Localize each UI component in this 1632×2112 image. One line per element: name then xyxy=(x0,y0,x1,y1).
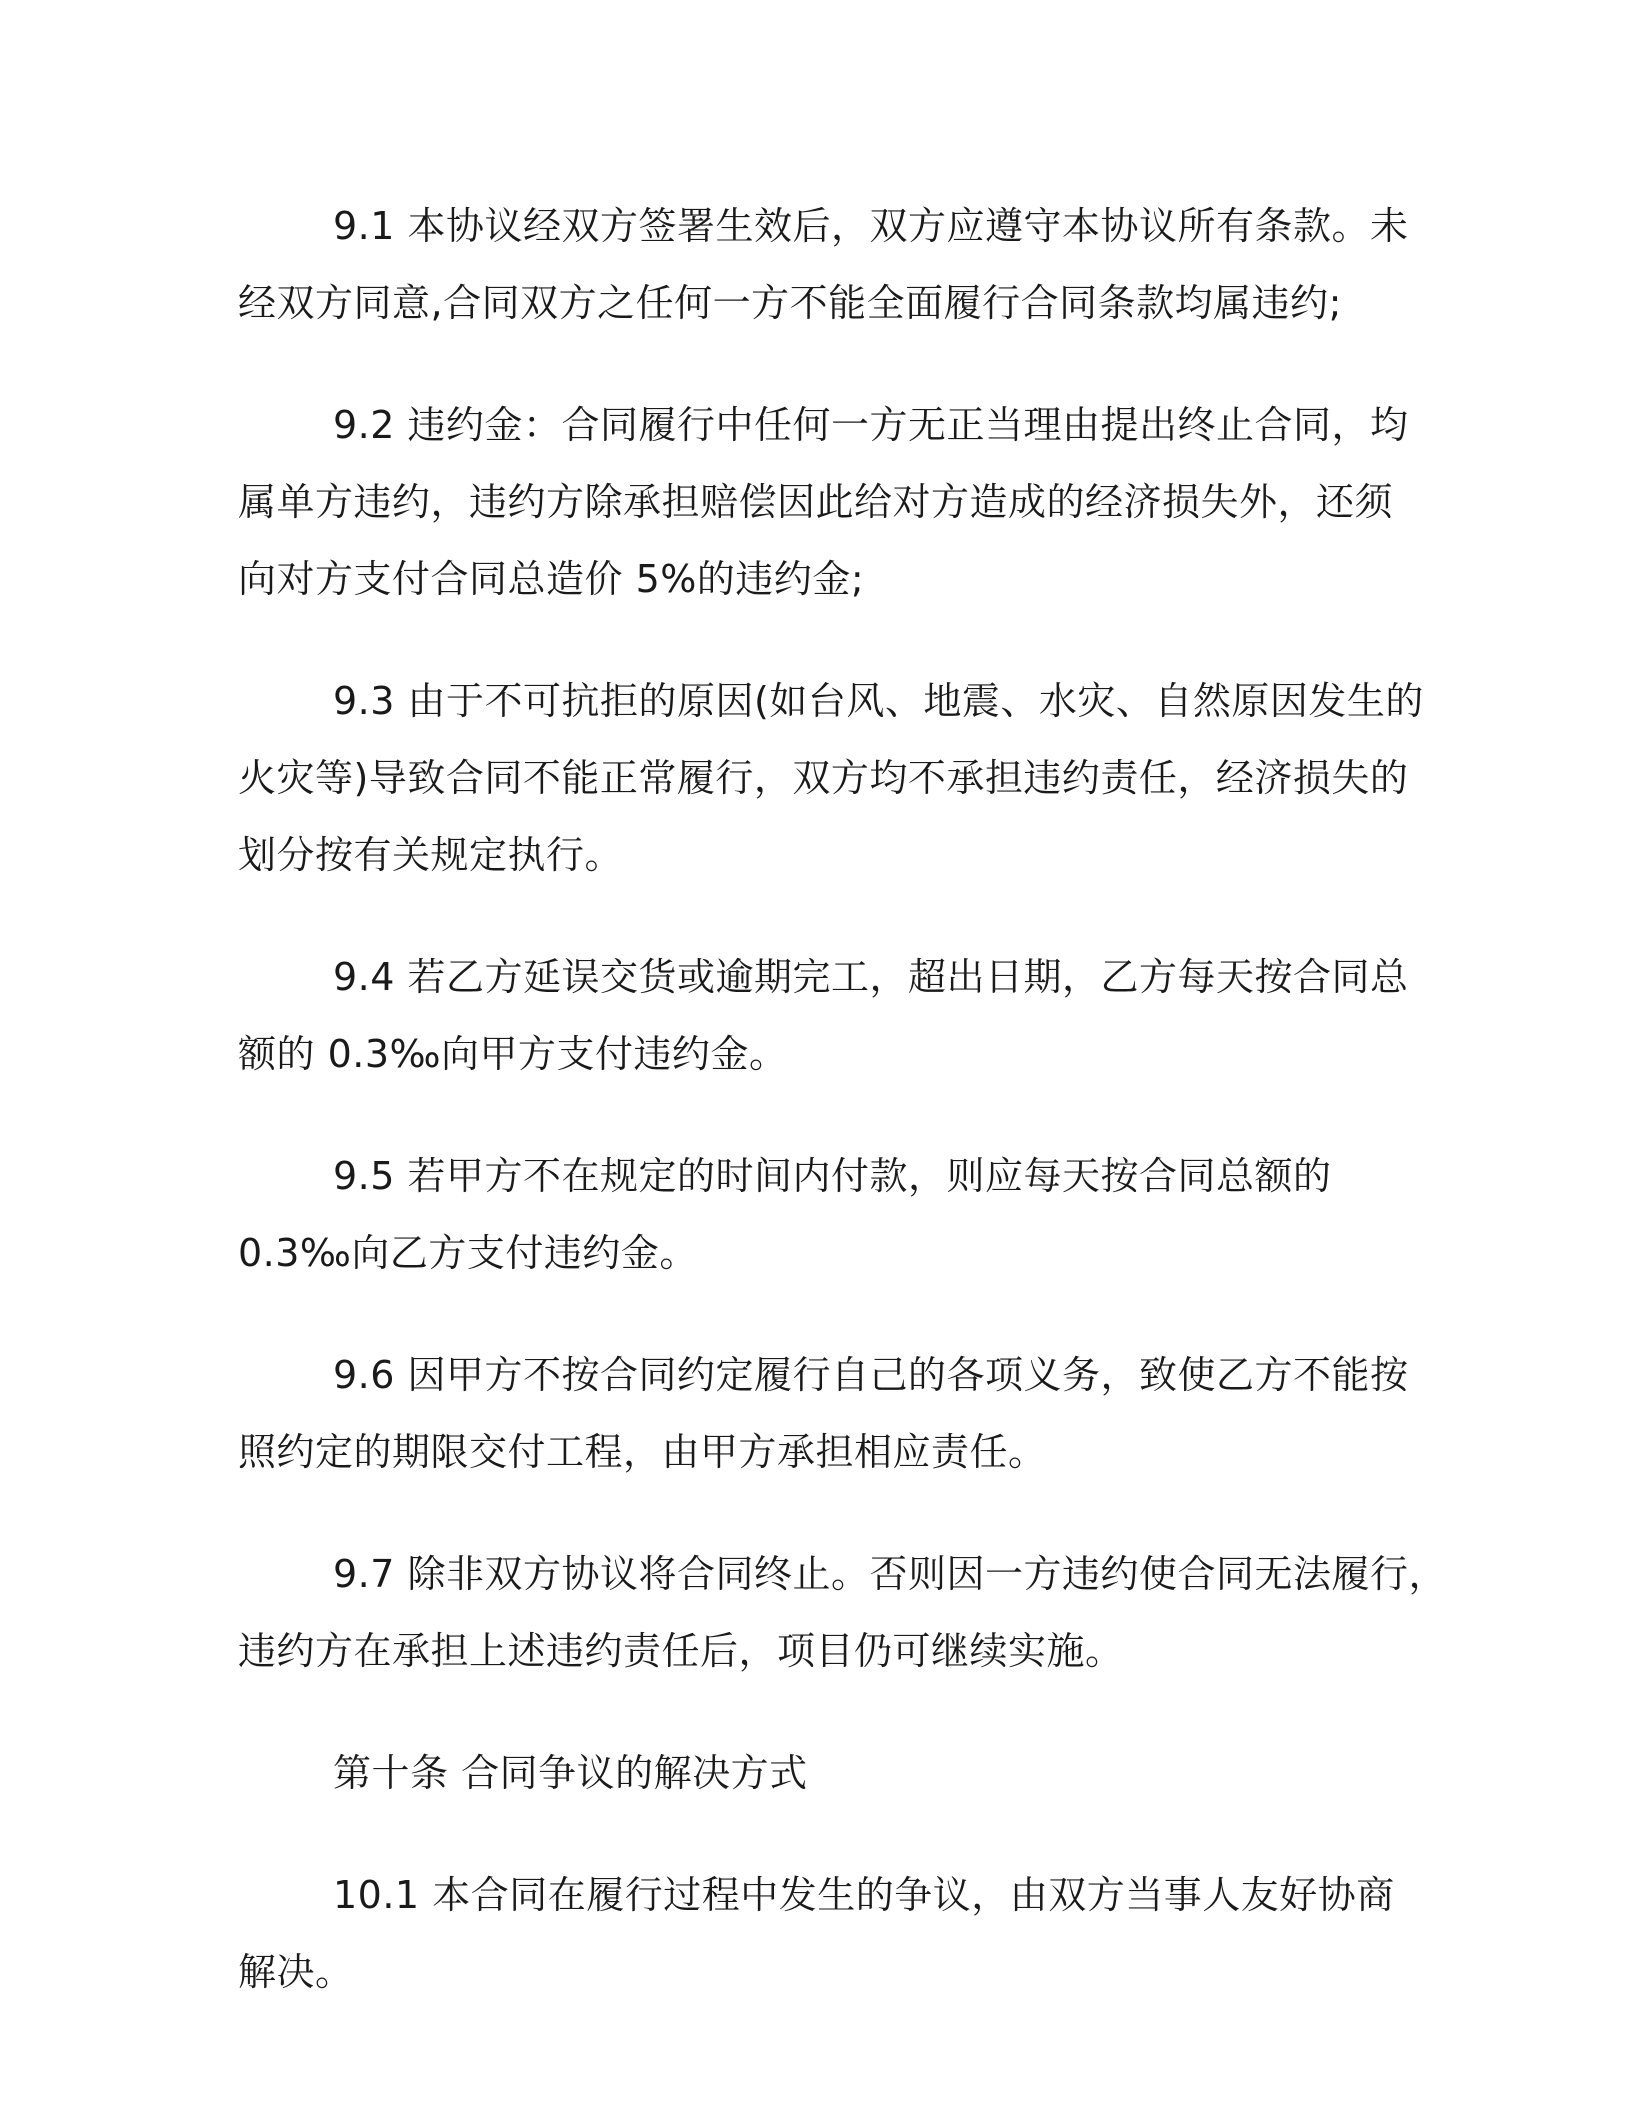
clause-line: 9.5 若甲方不在规定的时间内付款，则应每天按合同总额的 xyxy=(333,1154,1332,1198)
clause-line: 9.6 因甲方不按合同约定履行自己的各项义务，致使乙方不能按 xyxy=(333,1353,1409,1397)
clause-10-1 xyxy=(238,1857,1395,2011)
clause-9-2 xyxy=(238,387,1409,618)
section-heading: 第十条 合同争议的解决方式 xyxy=(333,1751,808,1795)
clause-9-5 xyxy=(238,1138,1388,1292)
clause-line: 9.3 由于不可抗拒的原因(如台风、地震、水灾、自然原因发生的 xyxy=(333,679,1424,723)
clause-line: 经双方同意,合同双方之任何一方不能全面履行合同条款均属违约; xyxy=(238,281,1342,325)
clause-9-6 xyxy=(238,1337,1409,1491)
clause-line: 9.7 除非双方协议将合同终止。否则因一方违约使合同无法履行， xyxy=(333,1552,1448,1596)
clause-line: 划分按有关规定执行。 xyxy=(238,833,624,877)
clause-line: 属单方违约，违约方除承担赔偿因此给对方造成的经济损失外，还须 xyxy=(238,480,1394,524)
clause-line: 向对方支付合同总造价 5%的违约金; xyxy=(238,557,865,601)
clause-9-4 xyxy=(238,939,1409,1093)
clause-line: 解决。 xyxy=(238,1950,354,1994)
clause-line: 9.4 若乙方延误交货或逾期完工，超出日期，乙方每天按合同总 xyxy=(333,955,1409,999)
clause-line: 10.1 本合同在履行过程中发生的争议，由双方当事人友好协商 xyxy=(333,1873,1395,1917)
clause-9-7 xyxy=(238,1536,1448,1690)
clause-9-1 xyxy=(238,188,1409,342)
clause-line: 火灾等)导致合同不能正常履行，双方均不承担违约责任，经济损失的 xyxy=(238,756,1409,800)
clause-line: 0.3‰向乙方支付违约金。 xyxy=(238,1231,698,1275)
clause-line: 违约方在承担上述违约责任后，项目仍可继续实施。 xyxy=(238,1629,1124,1673)
clause-line: 9.1 本协议经双方签署生效后，双方应遵守本协议所有条款。未 xyxy=(333,204,1409,248)
document-body xyxy=(238,188,1448,2056)
clause-line: 照约定的期限交付工程，由甲方承担相应责任。 xyxy=(238,1430,1047,1474)
clause-line: 9.2 违约金：合同履行中任何一方无正当理由提出终止合同，均 xyxy=(333,403,1409,447)
clause-9-3 xyxy=(238,663,1424,894)
clause-line: 额的 0.3‰向甲方支付违约金。 xyxy=(238,1032,788,1076)
article-10-heading xyxy=(238,1735,1388,1812)
